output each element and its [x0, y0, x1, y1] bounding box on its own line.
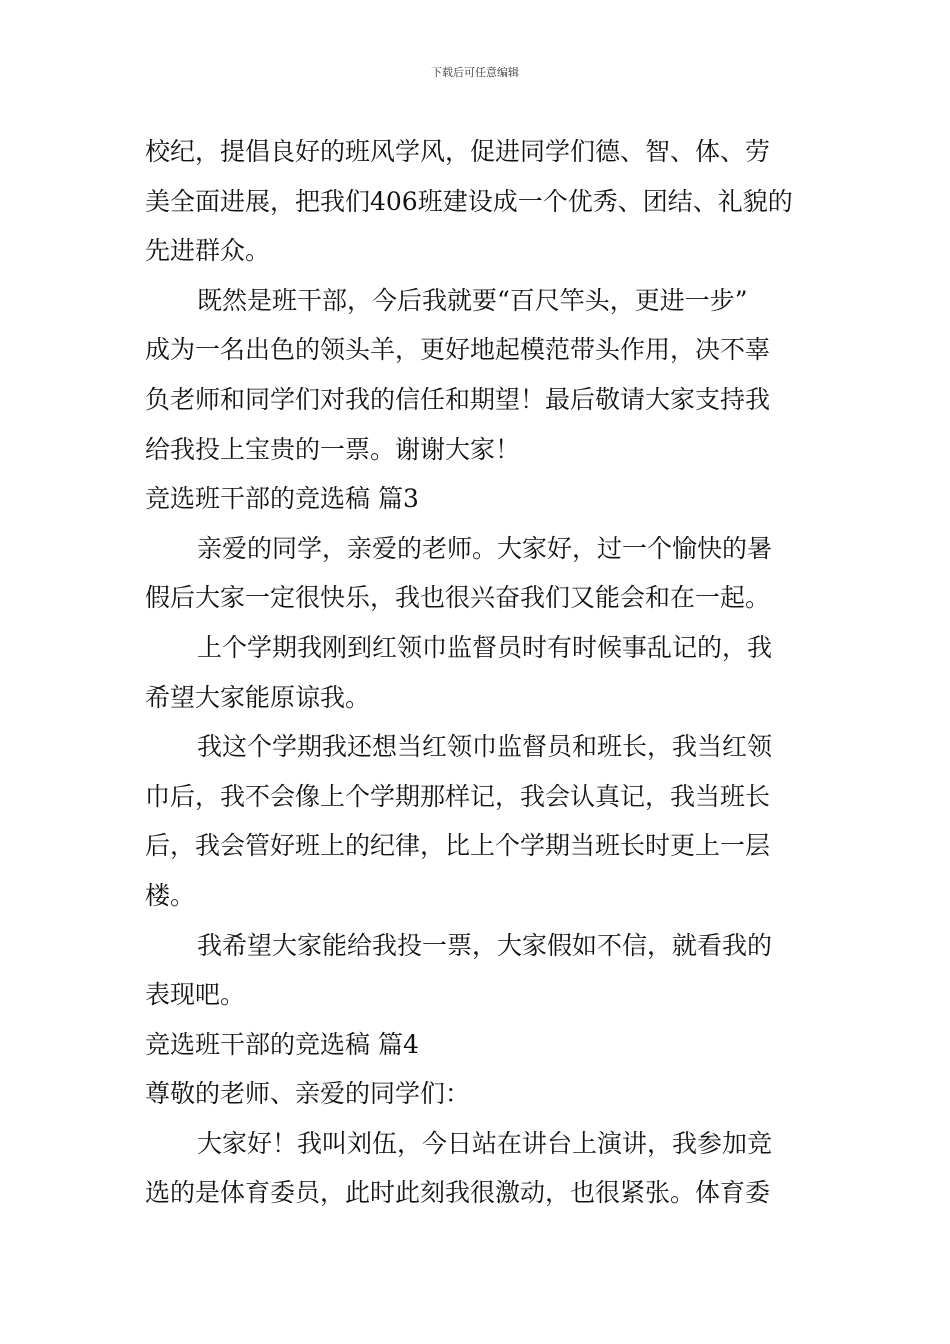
text-line: 校纪，提倡良好的班风学风，促进同学们德、智、体、劳 [145, 137, 771, 166]
paragraph-start-line: 大家好！我叫刘伍，今日站在讲台上演讲，我参加竞 [197, 1128, 773, 1158]
text-line: 给我投上宝贵的一票。谢谢大家！ [145, 434, 521, 464]
paragraph-start-line: 我这个学期我还想当红领巾监督员和班长，我当红领 [197, 732, 773, 762]
paragraph-start-line: 上个学期我刚到红领巾监督员时有时候事乱记的，我 [197, 632, 773, 662]
paragraph-start-line: 我希望大家能给我投一票，大家假如不信，就看我的 [197, 930, 773, 960]
section-heading-3: 竞选班干部的竞选稿 篇3 [145, 484, 419, 514]
text-line: 楼。 [145, 880, 196, 910]
text-line: 选的是体育委员，此时此刻我很激动，也很紧张。体育委 [145, 1178, 771, 1208]
text-line: 负老师和同学们对我的信任和期望！最后敬请大家支持我 [145, 384, 771, 414]
text-line: 假后大家一定很快乐，我也很兴奋我们又能会和在一起。 [145, 583, 771, 613]
section-heading-4: 竞选班干部的竞选稿 篇4 [145, 1029, 419, 1059]
text-line: 巾后，我不会像上个学期那样记，我会认真记，我当班长 [145, 781, 771, 811]
paragraph-start-line: 既然是班干部，今后我就要“百尺竿头，更进一步” [197, 285, 748, 315]
text-line: 先进群众。 [145, 236, 271, 266]
document-body [145, 127, 807, 1218]
text-line: 希望大家能原谅我。 [145, 682, 371, 712]
text-line: 成为一名出色的领头羊，更好地起模范带头作用，决不辜 [145, 335, 771, 365]
page-header-note: 下载后可任意编辑 [431, 66, 519, 79]
paragraph-start-line: 亲爱的同学，亲爱的老师。大家好，过一个愉快的暑 [197, 533, 773, 563]
text-line: 后，我会管好班上的纪律，比上个学期当班长时更上一层 [145, 831, 771, 861]
text-line: 表现吧。 [145, 980, 246, 1010]
text-line: 美全面进展，把我们406班建设成一个优秀、团结、礼貌的 [145, 186, 793, 216]
salutation-line: 尊敬的老师、亲爱的同学们： [145, 1079, 471, 1109]
